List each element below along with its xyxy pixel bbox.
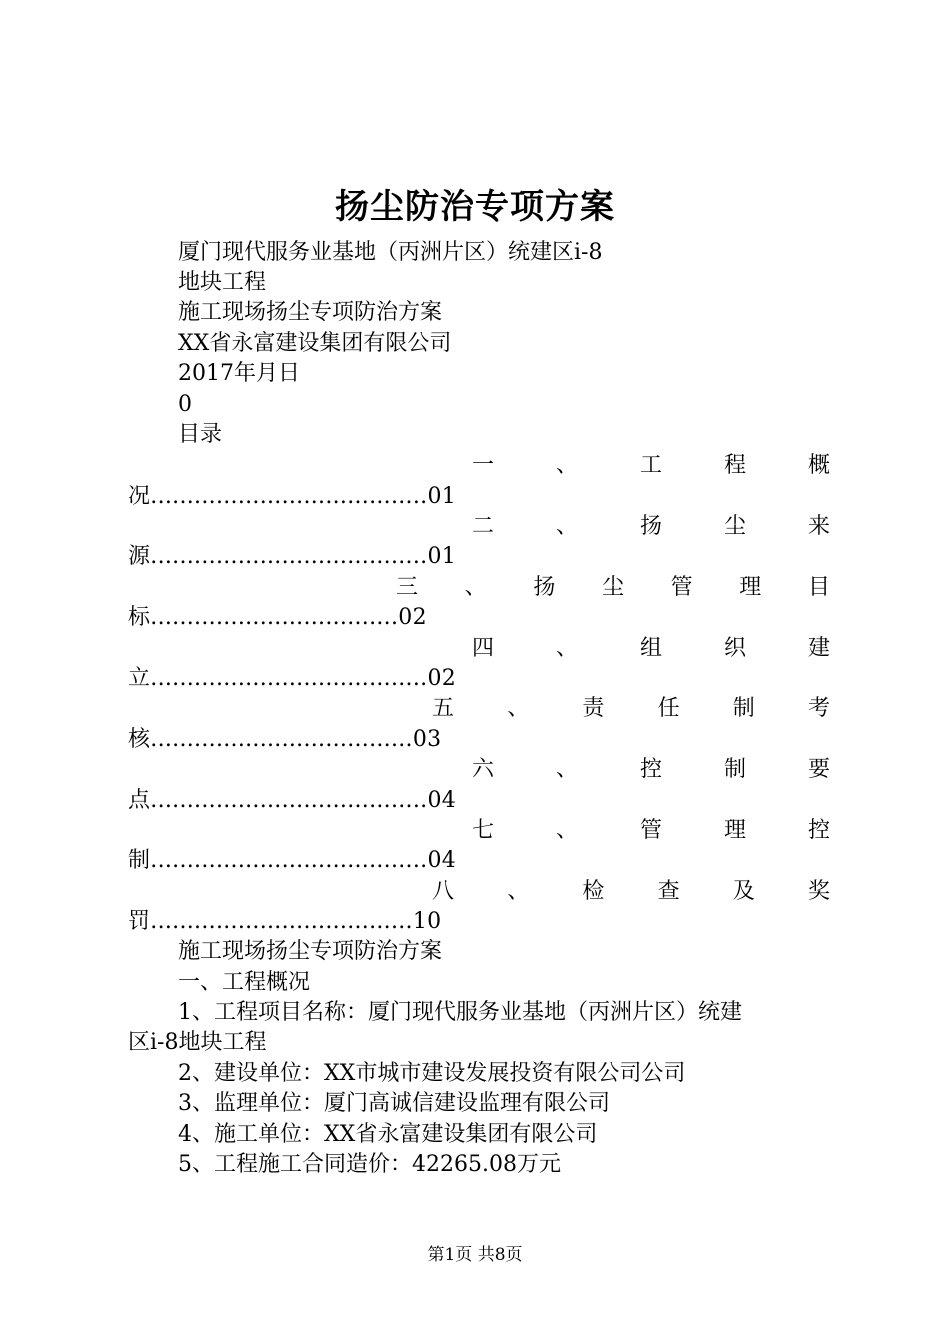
toc-entry-7-bottom: 制......................................04 bbox=[128, 848, 457, 873]
toc-char: 理 bbox=[739, 575, 762, 600]
toc-entry-2-bottom: 源......................................01 bbox=[128, 544, 457, 569]
toc-char: 考 bbox=[807, 696, 830, 721]
toc-char: 奖 bbox=[807, 879, 830, 904]
toc-char: 七 bbox=[472, 818, 495, 843]
section-heading-1: 一、工程概况 bbox=[178, 970, 311, 995]
toc-entry-5-bottom: 核....................................03 bbox=[128, 727, 442, 752]
toc-char: 、 bbox=[464, 575, 487, 600]
toc-entry-4-top bbox=[472, 634, 830, 664]
toc-entry-8-bottom: 罚....................................10 bbox=[128, 909, 442, 934]
toc-char: 扬 bbox=[533, 575, 556, 600]
toc-char: 制 bbox=[732, 696, 755, 721]
toc-entry-6-top bbox=[472, 755, 830, 785]
toc-char: 、 bbox=[555, 818, 578, 843]
toc-entry-5-top bbox=[432, 694, 830, 724]
cover-line-project: 厦门现代服务业基地（丙洲片区）统建区i-8 bbox=[178, 240, 603, 265]
toc-char: 三 bbox=[396, 575, 419, 600]
toc-entry-7-top bbox=[472, 816, 830, 846]
toc-char: 、 bbox=[555, 757, 578, 782]
document-title: 扬尘防治专项方案 bbox=[335, 187, 615, 227]
contract-price-line: 5、工程施工合同造价：42265.08万元 bbox=[178, 1152, 561, 1177]
toc-char: 、 bbox=[507, 879, 530, 904]
toc-char: 控 bbox=[639, 757, 662, 782]
toc-char: 四 bbox=[472, 636, 495, 661]
toc-char: 检 bbox=[582, 879, 605, 904]
cover-line-company: XX省永富建设集团有限公司 bbox=[178, 331, 452, 356]
toc-char: 及 bbox=[732, 879, 755, 904]
toc-char: 五 bbox=[432, 696, 455, 721]
toc-char: 目 bbox=[807, 575, 830, 600]
toc-char: 组 bbox=[639, 636, 662, 661]
toc-entry-4-bottom: 立......................................02 bbox=[128, 666, 457, 691]
toc-char: 管 bbox=[639, 818, 662, 843]
toc-char: 、 bbox=[555, 514, 578, 539]
toc-char: 概 bbox=[807, 453, 830, 478]
toc-char: 查 bbox=[657, 879, 680, 904]
toc-char: 理 bbox=[723, 818, 746, 843]
project-name-line: 1、工程项目名称：厦门现代服务业基地（丙洲片区）统建 bbox=[178, 1000, 742, 1025]
toc-char: 一 bbox=[472, 453, 495, 478]
toc-char: 制 bbox=[723, 757, 746, 782]
toc-entry-1-bottom: 况......................................01 bbox=[128, 484, 457, 509]
cover-line-zero: 0 bbox=[178, 392, 192, 417]
toc-entry-3-top bbox=[396, 573, 830, 603]
contractor-line: 4、施工单位：XX省永富建设集团有限公司 bbox=[178, 1122, 598, 1147]
construction-unit-line: 2、建设单位：XX市城市建设发展投资有限公司公司 bbox=[178, 1061, 686, 1086]
cover-line-date: 2017年月日 bbox=[178, 361, 300, 386]
toc-char: 建 bbox=[807, 636, 830, 661]
toc-char: 、 bbox=[507, 696, 530, 721]
supervision-unit-line: 3、监理单位：厦门高诚信建设监理有限公司 bbox=[178, 1091, 610, 1116]
cover-line-plan: 施工现场扬尘专项防治方案 bbox=[178, 300, 443, 325]
toc-char: 、 bbox=[555, 636, 578, 661]
toc-char: 工 bbox=[639, 453, 662, 478]
toc-char: 责 bbox=[582, 696, 605, 721]
toc-char: 、 bbox=[555, 453, 578, 478]
toc-entry-2-top bbox=[472, 512, 830, 542]
toc-char: 要 bbox=[807, 757, 830, 782]
toc-char: 八 bbox=[432, 879, 455, 904]
cover-line-project-cont: 地块工程 bbox=[178, 270, 267, 295]
toc-char: 织 bbox=[723, 636, 746, 661]
toc-char: 程 bbox=[723, 453, 746, 478]
toc-char: 二 bbox=[472, 514, 495, 539]
toc-char: 尘 bbox=[723, 514, 746, 539]
toc-char: 管 bbox=[670, 575, 693, 600]
toc-entry-3-bottom: 标..................................02 bbox=[128, 605, 427, 630]
toc-char: 任 bbox=[657, 696, 680, 721]
toc-char: 控 bbox=[807, 818, 830, 843]
toc-entry-6-bottom: 点......................................04 bbox=[128, 788, 457, 813]
toc-char: 六 bbox=[472, 757, 495, 782]
toc-entry-1-top bbox=[472, 451, 830, 481]
toc-char: 扬 bbox=[639, 514, 662, 539]
toc-heading: 目录 bbox=[178, 422, 223, 447]
toc-char: 尘 bbox=[601, 575, 624, 600]
body-heading: 施工现场扬尘专项防治方案 bbox=[178, 939, 443, 964]
project-name-line-cont: 区i-8地块工程 bbox=[128, 1030, 267, 1055]
page-footer: 第1页 共8页 bbox=[427, 1245, 523, 1265]
toc-char: 来 bbox=[807, 514, 830, 539]
toc-entry-8-top bbox=[432, 877, 830, 907]
